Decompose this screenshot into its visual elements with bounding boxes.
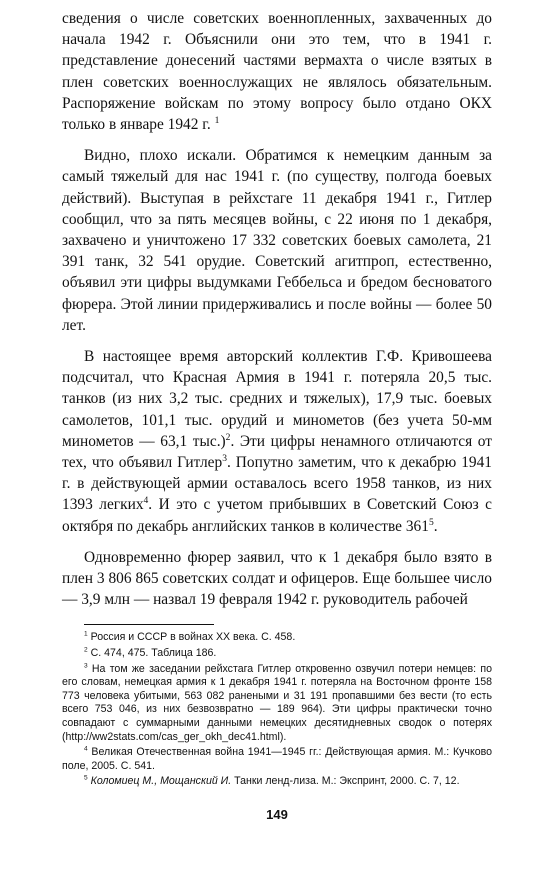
footnote-number: 2 xyxy=(84,646,88,654)
footnote-text: Танки ленд-лиза. М.: Экспринт, 2000. С. 7, 12. xyxy=(231,775,460,788)
paragraph xyxy=(62,547,492,611)
footnote-authors: Коломиец М., Мощанский И. xyxy=(90,775,232,788)
footnote xyxy=(62,631,492,645)
footnote-number: 3 xyxy=(84,662,88,670)
paragraph xyxy=(62,145,492,336)
footnote xyxy=(62,746,492,773)
paragraph-text: В настоящее время авторский коллектив Г.Ф. Кривошеева подсчитал, что Красная Армия в 1941 г. потеряла 20,5 тыс. танков (из них 3,2 тыс. средних и тяжелых), 17,9 тыс. боевых самолетов, 101,1 тыс. орудий и минометов (без учета 50-мм минометов — 63,1 тыс.) xyxy=(62,348,492,450)
paragraph xyxy=(62,8,492,135)
footnote-text: Великая Отечественная война 1941—1945 гг.: Действующая армия. М.: Кучково поле, 2005. С. 541. xyxy=(62,746,492,772)
paragraph-text: Одновременно фюрер заявил, что к 1 декабря было взято в плен 3 806 865 советских солдат и офицеров. Еще большее число — 3,9 млн — назвал 19 февраля 1942 г. руководитель рабочей xyxy=(62,548,492,609)
paragraph-text: . xyxy=(433,517,438,535)
page-number: 149 xyxy=(266,807,288,823)
paragraph-text: . И это с учетом прибывших в Советский Союз с октября по декабрь английских танков в количестве 361 xyxy=(62,496,492,535)
footnote-ref: 5 xyxy=(428,516,434,528)
footnote-ref: 1 xyxy=(214,114,220,126)
footnote-text: С. 474, 475. Таблица 186. xyxy=(90,647,217,660)
footnote-ref: 3 xyxy=(222,452,227,464)
footnote-ref: 2 xyxy=(225,431,231,443)
paragraph xyxy=(62,346,492,537)
paragraph-text: Видно, плохо искали. Обратимся к немецким данным за самый тяжелый для нас 1941 г. (по существу, полгода боевых действий). Выступая в рейхстаге 11 декабря 1941 г., Гитлер сообщил, что за пять месяцев войны, с 22 июня по 1 декабря, захвачено и уничтожено 17 332 советских боевых самолета, 21 391 танк, 32 541 орудие. Советский агитпроп, естественно, объявил эти цифры выдумками Геббельса и бредом бесноватого фюрера. Этой линии придерживались и после войны — более 50 лет. xyxy=(62,147,492,334)
footnote-ref: 4 xyxy=(143,495,149,507)
footnote-number: 1 xyxy=(84,630,88,638)
footnote-text: На том же заседании рейхстага Гитлер откровенно озвучил потери немцев: по его словам, немецкая армия к 1 декабря 1941 г. потеряла на Восточном фронте 158 773 человека убитыми, 563 082 ранеными и 31 191 пропавшими без вести (то есть всего 753 046, из них безвозвратно — 189 964). Эти цифры практически точно совпадают с суммарными данными немецких десятидневных сводок о потерях (http://ww2stats.com/cas_ger_okh_dec41.html). xyxy=(62,662,492,743)
footnotes xyxy=(62,631,492,789)
footnote xyxy=(62,663,492,745)
footnote xyxy=(62,647,492,661)
main-text xyxy=(62,8,492,610)
paragraph-text: сведения о числе советских военнопленных, захваченных до начала 1942 г. Объяснили они это тем, что в 1941 г. представление донесений частями вермахта о числе взятых в плен советских военнослужащих не являлось обязательным. Распоряжение войскам по этому вопросу было отдано ОКХ только в январе 1942 г. xyxy=(62,10,492,134)
footnote xyxy=(62,775,492,789)
footnote-text: Россия и СССР в войнах XX века. С. 458. xyxy=(90,631,296,644)
footnote-number: 4 xyxy=(84,745,88,753)
paragraph-text: . Эти цифры ненамного отличаются от тех, что объявил Гитлер xyxy=(62,432,492,472)
footnote-number: 5 xyxy=(84,774,88,782)
footnote-divider xyxy=(84,624,214,625)
paragraph-text: . Попутно заметим, что к декабрю 1941 г. в действующей армии оставалось всего 1958 танков, из них 1393 легких xyxy=(62,454,492,514)
